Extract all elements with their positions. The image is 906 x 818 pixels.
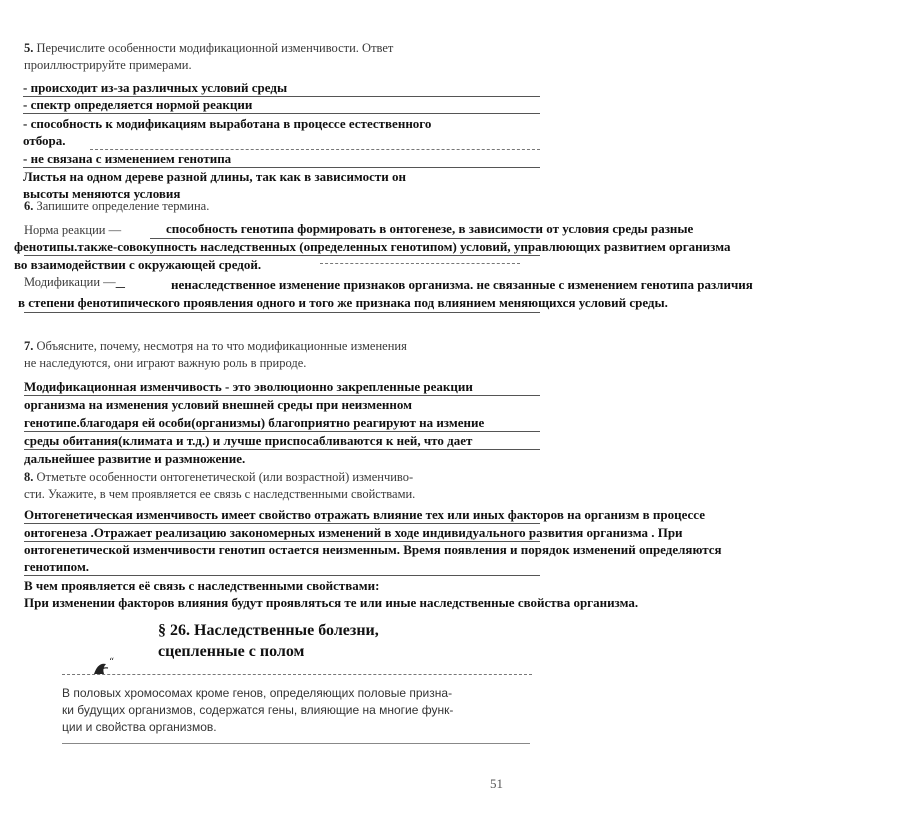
task8-answer-5: В чем проявляется её связь с наследственными свойствами:: [24, 578, 380, 593]
task5-answer-2: - спектр определяется нормой реакции: [23, 97, 253, 112]
task5-answer-5: - не связана с изменением генотипа: [23, 151, 232, 166]
task7-number: 7.: [24, 339, 34, 353]
task5-question-line2: проиллюстрируйте примерами.: [24, 58, 192, 72]
term1-line-3: во взаимодействии с окружающей средой.: [14, 257, 262, 272]
task7-question-line1: Объясните, почему, несмотря на то что модификационные изменения: [36, 339, 407, 353]
task5-answer-4: отбора.: [23, 133, 66, 148]
svg-text:“: “: [109, 657, 115, 668]
task8-question-line2: сти. Укажите, в чем проявляется ее связь с наследственными свойствами.: [24, 487, 416, 501]
task7-question-line2: не наследуются, они играют важную роль в природе.: [24, 356, 307, 370]
task8-answer-3: онтогенетической изменчивости генотип остается неизменным. Время появления и порядок изменений определяются: [24, 542, 722, 557]
task8-question-line1: Отметьте особенности онтогенетической (или возрастной) изменчиво-: [36, 470, 414, 484]
term2-line-1: ненаследственное изменение признаков организма. не связанные с изменением генотипа различия: [171, 277, 753, 292]
term1-line-1: способность генотипа формировать в онтогенезе, в зависимости от условия среды разные: [166, 221, 694, 236]
task8-answer-1: Онтогенетическая изменчивость имеет свойство отражать влияние тех или иных факторов на организм в процессе: [24, 507, 705, 522]
task7-answer-4: среды обитания(климата и т.д.) и лучше приспосабливаются к ней, что дает: [24, 433, 473, 448]
page-number: 51: [490, 776, 503, 791]
term1-label: Норма реакции —: [24, 223, 122, 237]
term1-line-2: фенотипы.также-совокупность наследственных (определенных генотипом) условий, управлюющих развитием организма: [14, 239, 731, 254]
task7-answer-2: организма на изменения условий внешней среды при неизменном: [24, 397, 412, 412]
task8-question: [24, 470, 413, 485]
task6-question: [24, 199, 209, 214]
task7-question: [24, 339, 407, 354]
section-title-line2: сцепленные с полом: [158, 643, 305, 660]
term2-label-text: Модификации —: [24, 275, 116, 289]
task6-number: 6.: [24, 199, 34, 213]
task8-number: 8.: [24, 470, 34, 484]
task5-number: 5.: [24, 41, 34, 55]
section-intro-line2: ки будущих организмов, содержатся гены, влияющие на многие функ-: [62, 703, 454, 717]
task5-answer-6: Листья на одном дереве разной длины, так как в зависимости он: [23, 169, 407, 184]
section-title-line1: § 26. Наследственные болезни,: [158, 622, 379, 639]
task8-answer-2: онтогенеза .Отражает реализацию закономерных изменений в ходе индивидуального развития организма . При: [24, 525, 683, 540]
task5-answer-3: - способность к модификациям выработана в процессе естественного: [23, 116, 432, 131]
section-intro-line1: В половых хромосомах кроме генов, определяющих половые призна-: [62, 686, 453, 700]
task5-answer-7: высоты меняются условия: [23, 186, 181, 201]
task5-answer-1: - происходит из-за различных условий среды: [23, 80, 288, 95]
term2-line-2: в степени фенотипического проявления одного и того же признака под влиянием меняющихся условий среды.: [18, 295, 668, 310]
task8-answer-6: При изменении факторов влияния будут проявляться те или иные наследственные свойства организма.: [24, 595, 639, 610]
task7-answer-3: генотипе.благодаря ей особи(организмы) благоприятно реагируют на измение: [24, 415, 485, 430]
task7-answer-1: Модификационная изменчивость - это эволюционно закрепленные реакции: [24, 379, 473, 394]
task5-question-line1: Перечислите особенности модификационной изменчивости. Ответ: [36, 41, 394, 55]
task8-answer-4: генотипом.: [24, 559, 90, 574]
task6-question-text: Запишите определение термина.: [36, 199, 210, 213]
section-intro-line3: ции и свойства организмов.: [62, 720, 217, 734]
task7-answer-5: дальнейшее развитие и размножение.: [24, 451, 246, 466]
term2-label: [24, 275, 125, 290]
task5-question: [24, 41, 393, 56]
